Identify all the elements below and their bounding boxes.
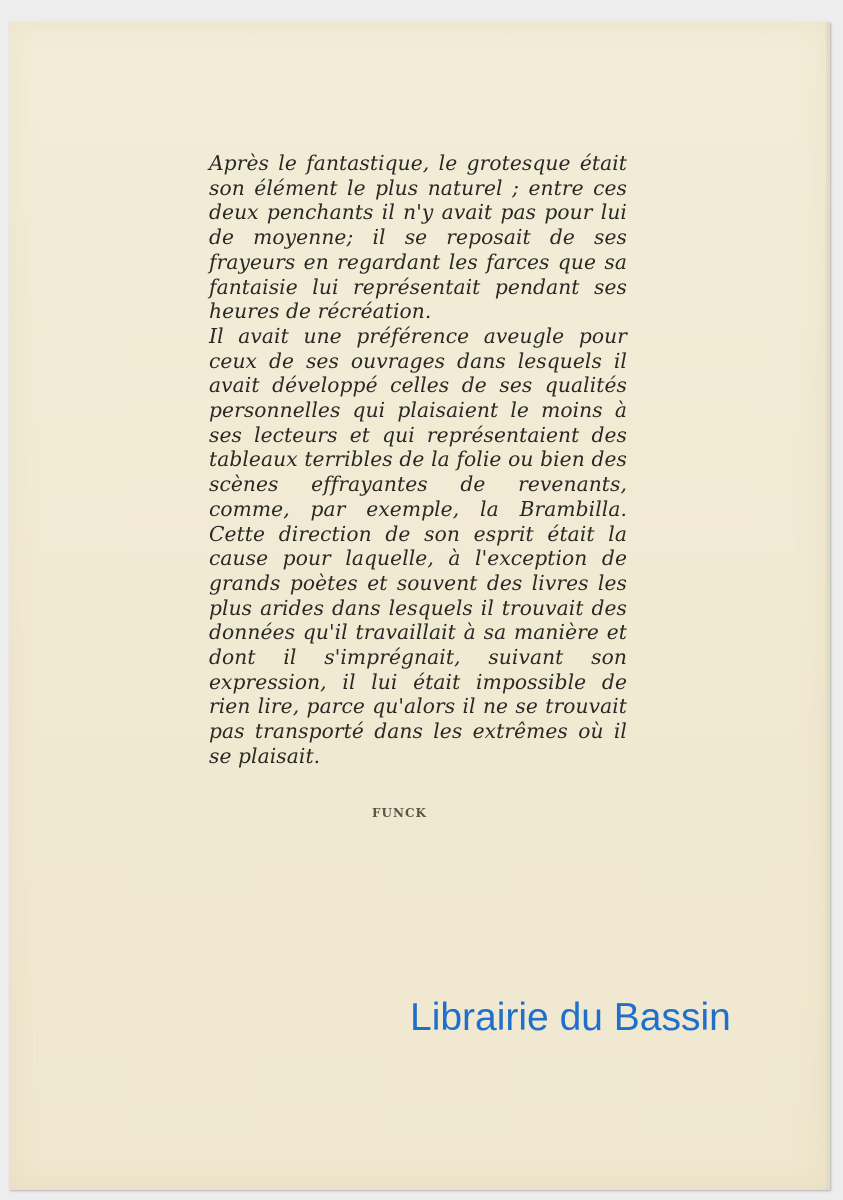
author-attribution: FUNCK (372, 806, 427, 820)
quote-paragraph-1: Après le fantastique, le grotesque était son élément le plus naturel ; entre ces deux penchants il n'y avait pas pour lui de moyenne; il se reposait de ses frayeurs en regardant les farces que sa fantaisie lui représentait pendant ses heures de récréation. (209, 151, 627, 324)
bookseller-watermark: Librairie du Bassin (410, 996, 731, 1039)
quote-block (209, 151, 627, 769)
quote-paragraph-2: Il avait une préférence aveugle pour ceux de ses ouvrages dans lesquels il avait développé celles de ses qualités personnelles qui plaisaient le moins à ses lecteurs et qui représentaient des tableaux terribles de la folie ou bien des scènes effrayantes de revenants, comme, par exemple, la Brambilla. Cette direction de son esprit était la cause pour laquelle, à l'exception de grands poètes et souvent des livres les plus arides dans lesquels il trouvait des données qu'il travaillait à sa manière et dont il s'imprégnait, suivant son expression, il lui était impossible de rien lire, parce qu'alors il ne se trouvait pas transporté dans les extrêmes où il se plaisait. (209, 323, 627, 768)
